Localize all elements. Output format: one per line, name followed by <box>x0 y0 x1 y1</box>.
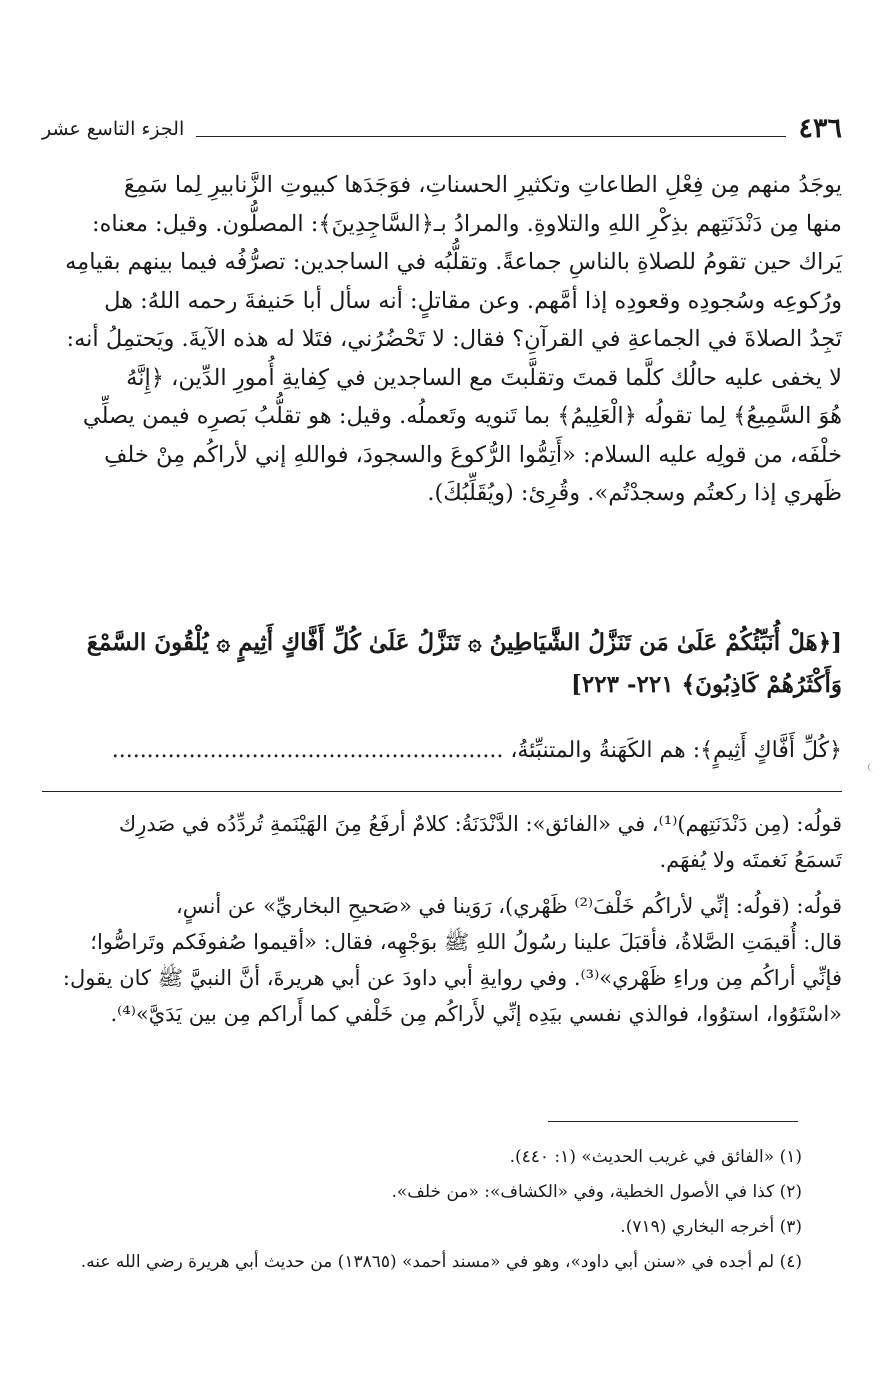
text-line: يَراك حين تقومُ للصلاةِ بالناسِ جماعةً. وتقلُّبُه في الساجدين: تصرُّفُه فيما بينهم بقيامِه <box>65 249 842 275</box>
footnote-1: (١) «الفائق في غريب الحديث» (١: ٤٤٠). <box>509 1147 802 1167</box>
text-line: ورُكوعِه وسُجودِه وقعودِه إذا أمَّهم. وعن مقاتلٍ: أنه سأل أبا حَنيفةَ رحمه اللهُ: هل <box>104 287 842 314</box>
text-line: يوجَدُ منهم مِن فِعْلِ الطاعاتِ وتكثيرِ الحسناتِ، فوَجَدَها كبيوتِ الزَّنابيرِ لِما سَمِعَ <box>123 172 842 198</box>
page-number: ٤٣٦ <box>798 113 842 144</box>
text-line: هُوَ السَّمِيعُ﴾ لِما تقولُه ﴿الْعَلِيمُ﴾ بما تَنويه وتَعملُه. وقيل: هو تقلُّبُ بَصرِه فيمن يصلِّي <box>82 403 842 429</box>
text-line: تَجِدُ الصلاةَ في الجماعةِ في القرآنِ؟ فقال: لا تَحْضُرُني، فتَلا له هذه الآيةَ. ويَحتمِلُ أنه: <box>66 326 842 352</box>
footnotes <box>42 1140 802 1280</box>
header-rule <box>196 136 786 137</box>
text-line: ظَهري إذا ركعتُم وسجدْتُم». وقُرِئ: (ويُقَلِّبُكَ). <box>427 480 842 506</box>
footnote-3: (٣) أخرجه البخاري (٧١٩). <box>620 1217 802 1237</box>
footnote-4: (٤) لم أجده في «سنن أبي داود»، وهو في «مسند أحمد» (١٣٨٦٥) من حديث أبي هريرة رضي الله عنه. <box>80 1252 802 1272</box>
commentary-note-2 <box>42 888 842 1032</box>
commentary-divider <box>42 791 842 792</box>
verse-line-1: [﴿هَلْ أُنَبِّئُكُمْ عَلَىٰ مَن تَنَزَّلُ الشَّيَاطِينُ ۞ تَنَزَّلُ عَلَىٰ كُلِّ أَفَّاكٍ أَثِيمٍ ۞ يُلْقُونَ السَّمْعَ <box>86 629 842 656</box>
note-line: قولُه: (مِن دَنْدَنَتِهم)⁽¹⁾، في «الفائق»: الدَّنْدَنَةُ: كلامٌ أرفَعُ مِنَ الهَيْنَمةِ تُردِّدُه في صَدرِك <box>118 812 842 836</box>
note-line: «اسْتَوُوا، استوُوا، فوالذي نفسي بيَدِه إنِّي لأَراكُم مِن خَلْفي كما أَراكم مِن بين يَدَيَّ»⁽⁴⁾. <box>110 1002 842 1026</box>
note-line: تَسمَعُ نَغمتَه ولا يُفهَم. <box>659 848 842 872</box>
text-line: منها مِن دَنْدَنَتِهم بذِكْرِ اللهِ والتلاوةِ. والمرادُ بـ﴿السَّاجِدِينَ﴾: المصلُّون. وقيل: معناه: <box>91 210 842 237</box>
main-text <box>42 166 842 513</box>
text-line: لا يخفى عليه حالُك كلَّما قمتَ وتقلَّبتَ مع الساجدين في كِفايةِ أُمورِ الدِّين، ﴿إِنَّهُ <box>126 364 842 391</box>
running-title: الجزء التاسع عشر <box>42 118 185 140</box>
text-line: خلْفَه، من قولِه عليه السلام: «أَتِمُّوا الرُّكوعَ والسجودَ، فواللهِ إني لأراكُم مِنْ خلفِ <box>104 441 842 468</box>
verse-gloss: ﴿كُلِّ أَفَّاكٍ أَثِيمٍ﴾: هم الكَهَنةُ والمتنبِّئةُ، ........................................................ <box>111 738 842 763</box>
margin-mark <box>868 762 879 772</box>
commentary-note-1 <box>42 806 842 878</box>
note-line: فإنِّي أراكُم مِن وراءِ ظَهْري»⁽³⁾. وفي روايةِ أبي داودَ عن أبي هريرةَ، أنَّ النبيَّ ﷺ كان يقول: <box>62 966 842 990</box>
footnote-rule <box>548 1121 798 1122</box>
verse-line-2: وَأَكْثَرُهُمْ كَاذِبُونَ﴾ ٢٢١- ٢٢٣] <box>571 671 842 698</box>
note-line: قال: أُقيمَتِ الصَّلاةُ، فأقبَلَ علينا رسُولُ اللهِ ﷺ بوَجْهِه، فقال: «أقيموا صُفوفَكم وتَراصُّوا؛ <box>90 930 842 954</box>
note-line: قولُه: (قولُه: إنِّي لأراكُم خَلْفَ⁽²⁾ ظَهْري)، رَوَينا في «صَحيحِ البخاريِّ» عن أنسٍ، <box>175 894 842 918</box>
quran-verse <box>42 622 842 706</box>
footnote-2: (٢) كذا في الأصول الخطية، وفي «الكشاف»: «من خلف». <box>391 1182 802 1202</box>
page-header <box>42 112 842 146</box>
